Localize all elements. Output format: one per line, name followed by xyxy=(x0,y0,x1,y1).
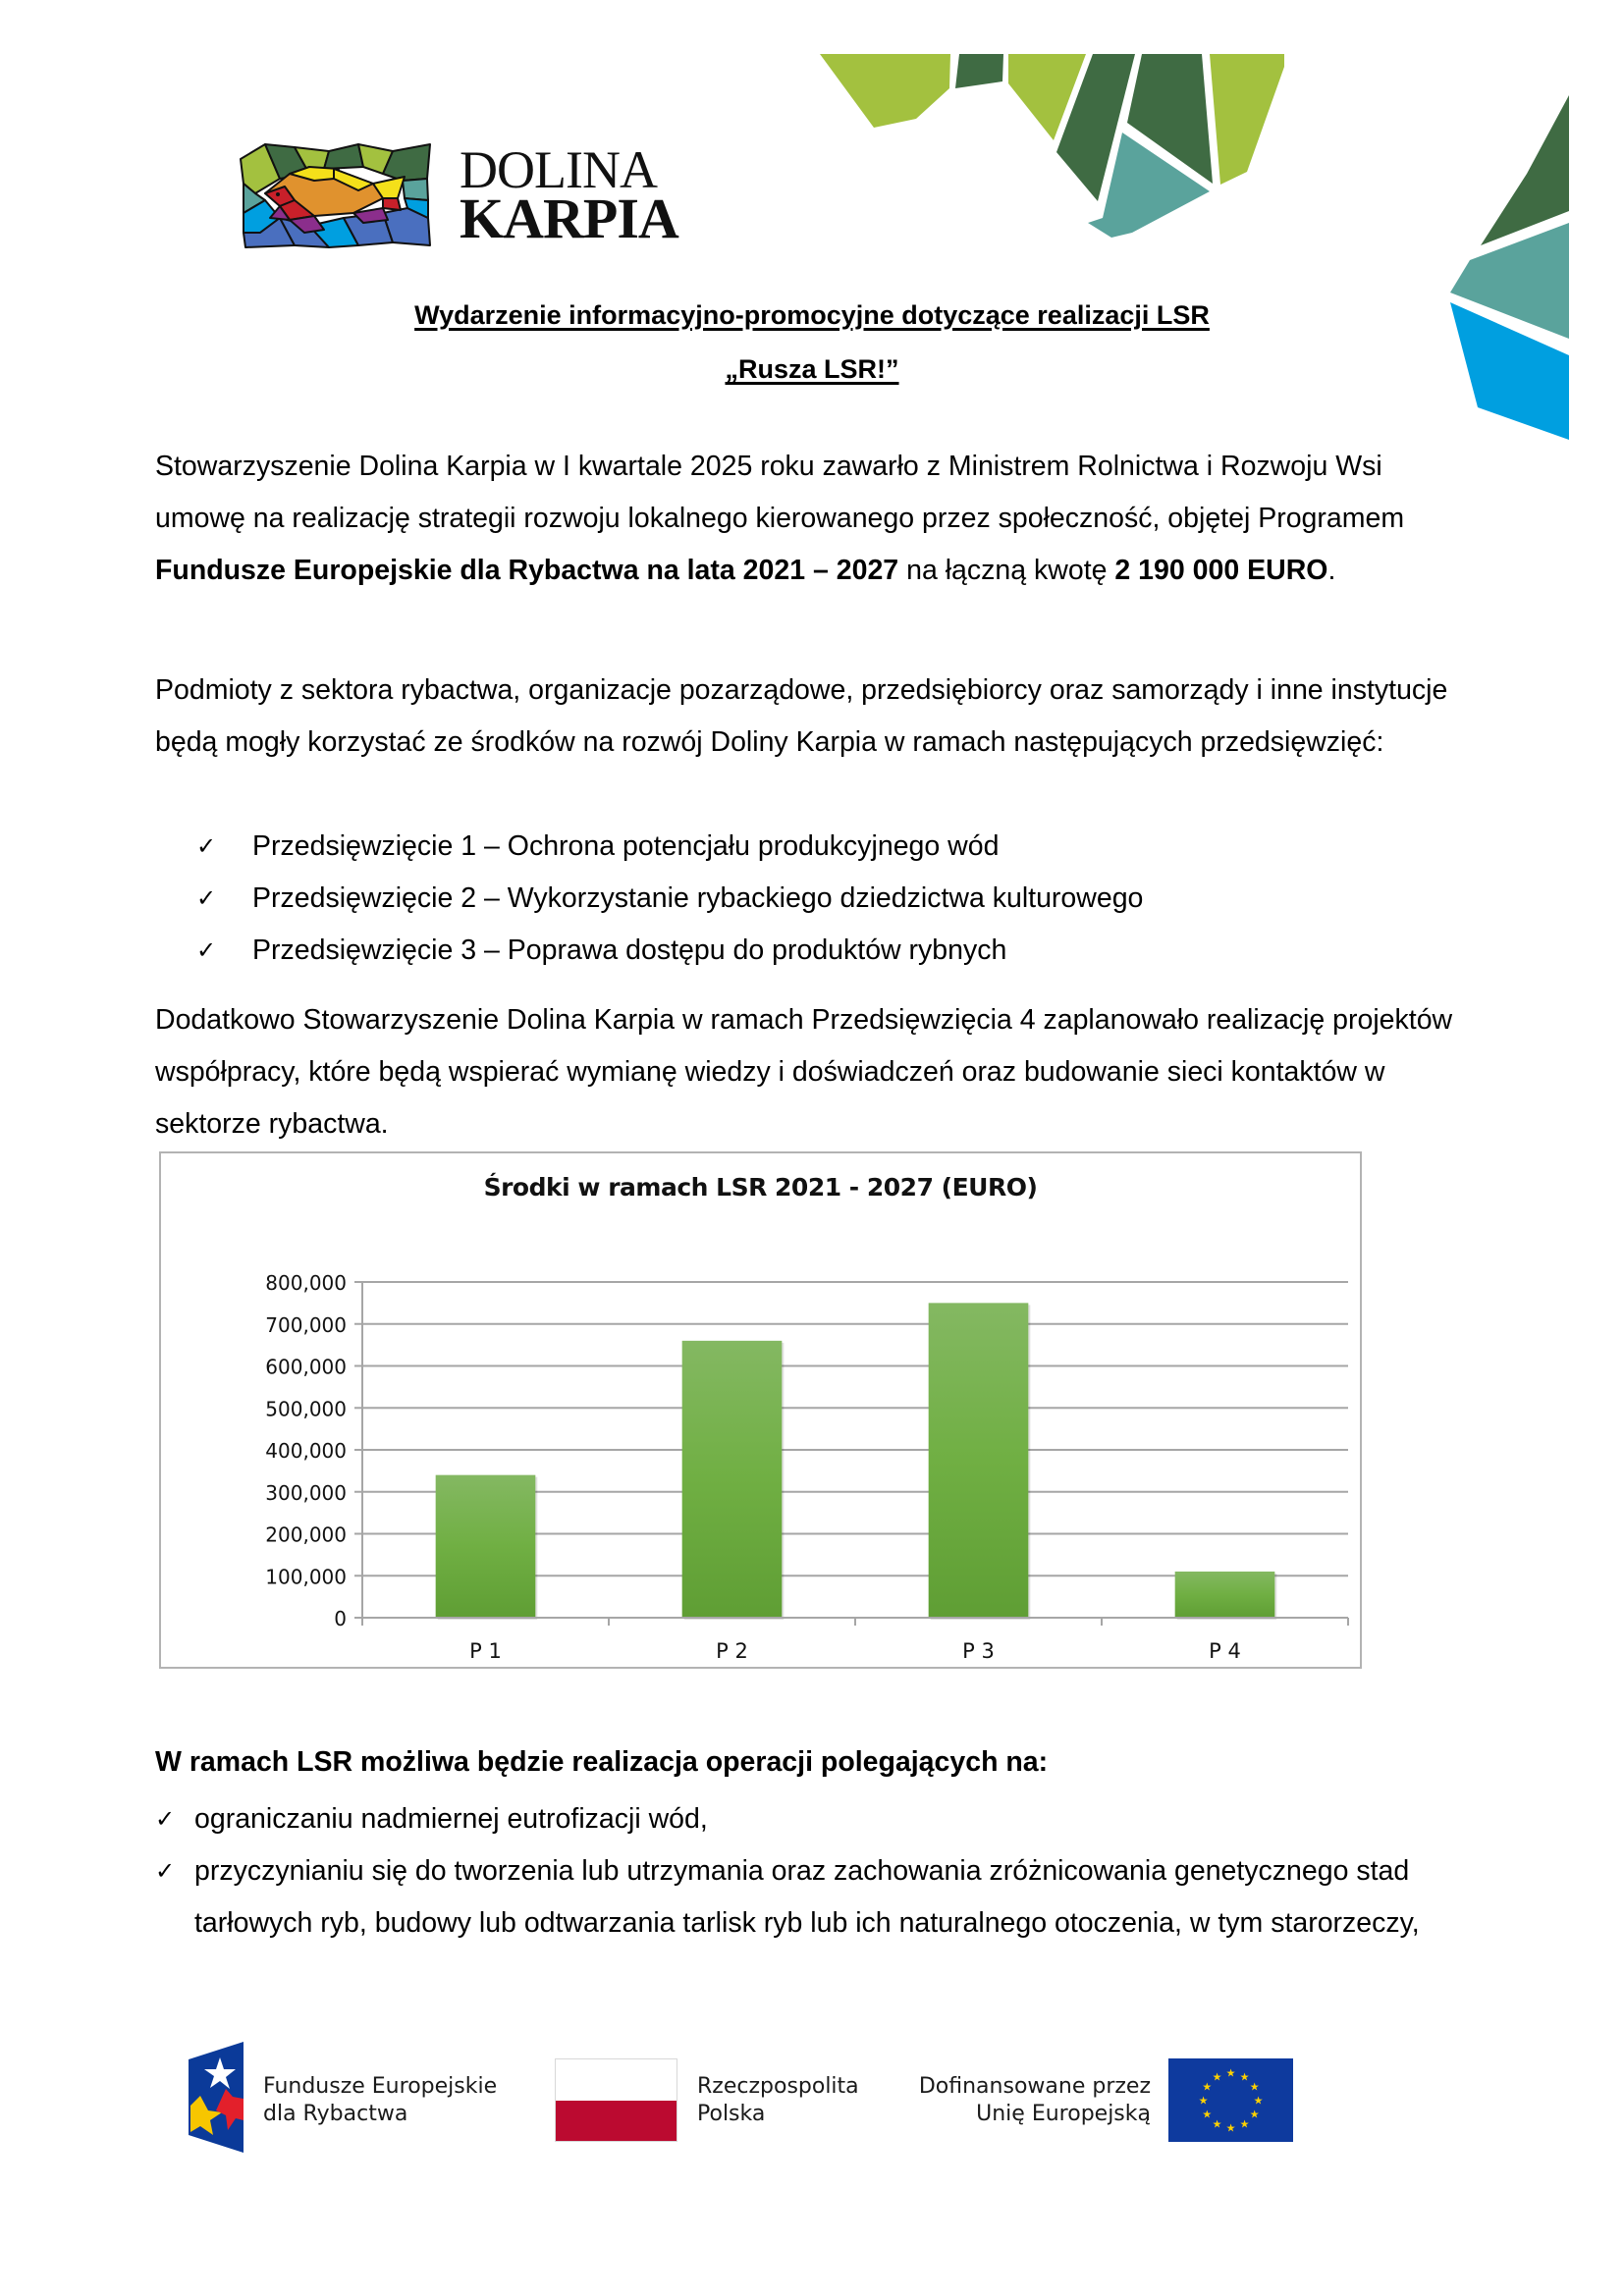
title-line-1: Wydarzenie informacyjno-promocyjne dotyczące realizacji LSR xyxy=(414,300,1210,330)
list-item-text: Przedsięwzięcie 3 – Poprawa dostępu do produktów rybnych xyxy=(252,934,1007,966)
intro-text-end: . xyxy=(1327,555,1336,586)
carp-mosaic-logo-icon xyxy=(236,139,437,252)
eu-star-icon: ★ xyxy=(1198,2094,1209,2108)
checkmark-icon: ✓ xyxy=(155,1857,176,1885)
x-tick-label: P 1 xyxy=(469,1639,502,1663)
checkmark-icon: ✓ xyxy=(196,884,217,912)
funding-logos-footer xyxy=(0,2032,1624,2169)
y-tick-label: 500,000 xyxy=(265,1397,347,1421)
funding-bar-chart xyxy=(159,1151,1362,1669)
y-tick-label: 300,000 xyxy=(265,1480,347,1505)
eu-star-icon: ★ xyxy=(1249,2080,1260,2094)
european-funds-logo-icon xyxy=(189,2042,244,2153)
y-tick-label: 200,000 xyxy=(265,1522,347,1547)
mosaic-tile xyxy=(820,54,950,128)
checkmark-icon: ✓ xyxy=(155,1805,176,1833)
eu-line-1: Dofinansowane przez xyxy=(918,2074,1151,2099)
bar-p2 xyxy=(682,1341,783,1618)
intro-text-middle: na łączną kwotę xyxy=(898,555,1115,586)
logo-line-2: KARPIA xyxy=(460,187,678,250)
list-item xyxy=(196,821,1143,873)
checkmark-icon: ✓ xyxy=(196,832,217,860)
mosaic-tile xyxy=(955,54,1003,88)
bar-p3 xyxy=(929,1303,1029,1618)
eu-star-icon: ★ xyxy=(1225,2121,1236,2135)
bar-p4 xyxy=(1175,1572,1275,1618)
x-tick-label: P 3 xyxy=(962,1639,995,1663)
x-tick-label: P 2 xyxy=(716,1639,748,1663)
list-item-text: Przedsięwzięcie 1 – Ochrona potencjału produkcyjnego wód xyxy=(252,830,1000,862)
mosaic-tile xyxy=(1210,54,1284,185)
y-tick-label: 600,000 xyxy=(265,1355,347,1379)
list-item-text: Przedsięwzięcie 2 – Wykorzystanie rybackiego dziedzictwa kulturowego xyxy=(252,882,1144,914)
dolina-karpia-logo xyxy=(236,139,678,252)
title-line-2: „Rusza LSR!” xyxy=(725,354,899,384)
program-name: Fundusze Europejskie dla Rybactwa na lata 2021 – 2027 xyxy=(155,555,899,586)
eu-star-icon: ★ xyxy=(1239,2070,1250,2084)
y-tick-label: 400,000 xyxy=(265,1439,347,1463)
total-amount: 2 190 000 EURO xyxy=(1114,555,1328,586)
chart-title: Środki w ramach LSR 2021 - 2027 (EURO) xyxy=(483,1173,1038,1201)
eu-logo-text xyxy=(884,2073,1151,2128)
chart-plot-area xyxy=(161,1153,1360,1667)
pl-line-2: Polska xyxy=(697,2102,766,2126)
logo-wordmark xyxy=(460,140,678,250)
intro-text: Stowarzyszenie Dolina Karpia w I kwartale 2025 roku zawarło z Ministrem Rolnictwa i Rozwoju Wsi umowę na realizację strategii rozwoju lokalnego kierowanego przez społeczność, objętej Programem xyxy=(155,451,1405,534)
undertakings-list xyxy=(196,821,1143,977)
checkmark-icon: ✓ xyxy=(196,936,217,964)
fe-logo-text xyxy=(263,2073,497,2128)
eu-star-icon: ★ xyxy=(1202,2108,1213,2121)
mosaic-tile xyxy=(1481,95,1569,245)
bar-p1 xyxy=(436,1475,536,1618)
fe-line-2: dla Rybactwa xyxy=(263,2102,408,2126)
operations-heading: W ramach LSR możliwa będzie realizacja operacji polegających na: xyxy=(155,1746,1049,1778)
eu-star-icon: ★ xyxy=(1249,2108,1260,2121)
logo-line-1: DOLINA xyxy=(460,140,657,199)
x-tick-label: P 4 xyxy=(1209,1639,1241,1663)
eu-star-icon: ★ xyxy=(1202,2080,1213,2094)
list-item xyxy=(155,1845,1432,1949)
cooperation-paragraph: Dodatkowo Stowarzyszenie Dolina Karpia w ramach Przedsięwzięcia 4 zaplanowało realizację projektów współpracy, które będą wspierać wymianę wiedzy i doświadczeń oraz budowanie sieci kontaktów w sektorze rybactwa. xyxy=(155,1004,1453,1140)
eu-star-icon: ★ xyxy=(1225,2066,1236,2080)
eu-flag-icon xyxy=(1168,2058,1293,2142)
fe-line-1: Fundusze Europejskie xyxy=(263,2074,498,2099)
list-item xyxy=(155,1793,1432,1845)
pl-line-1: Rzeczpospolita xyxy=(697,2074,859,2099)
y-tick-label: 0 xyxy=(334,1607,347,1630)
page-title xyxy=(0,289,1624,397)
polish-flag-icon xyxy=(555,2058,677,2142)
eu-star-icon: ★ xyxy=(1253,2094,1264,2108)
eu-star-icon: ★ xyxy=(1212,2070,1222,2084)
pl-logo-text xyxy=(697,2073,859,2128)
y-tick-label: 100,000 xyxy=(265,1565,347,1589)
list-item xyxy=(196,873,1143,925)
list-item-text: przyczynianiu się do tworzenia lub utrzymania oraz zachowania zróżnicowania genetycznego stad tarłowych ryb, budowy lub odtwarzania tarlisk ryb lub ich naturalnego otoczenia, w tym starorzeczy, xyxy=(194,1855,1420,1939)
intro-paragraph xyxy=(155,441,1471,597)
operations-list xyxy=(155,1793,1432,1949)
eu-line-2: Unię Europejską xyxy=(976,2102,1151,2126)
y-tick-label: 800,000 xyxy=(265,1271,347,1295)
list-item-text: ograniczaniu nadmiernej eutrofizacji wód, xyxy=(194,1803,708,1835)
list-item xyxy=(196,925,1143,977)
eu-star-icon: ★ xyxy=(1212,2117,1222,2131)
beneficiaries-paragraph: Podmioty z sektora rybactwa, organizacje pozarządowe, przedsiębiorcy oraz samorządy i inne instytucje będą mogły korzystać ze środków na rozwój Doliny Karpia w ramach następujących przedsięwzięć: xyxy=(155,674,1448,758)
y-tick-label: 700,000 xyxy=(265,1312,347,1337)
eu-star-icon: ★ xyxy=(1239,2117,1250,2131)
